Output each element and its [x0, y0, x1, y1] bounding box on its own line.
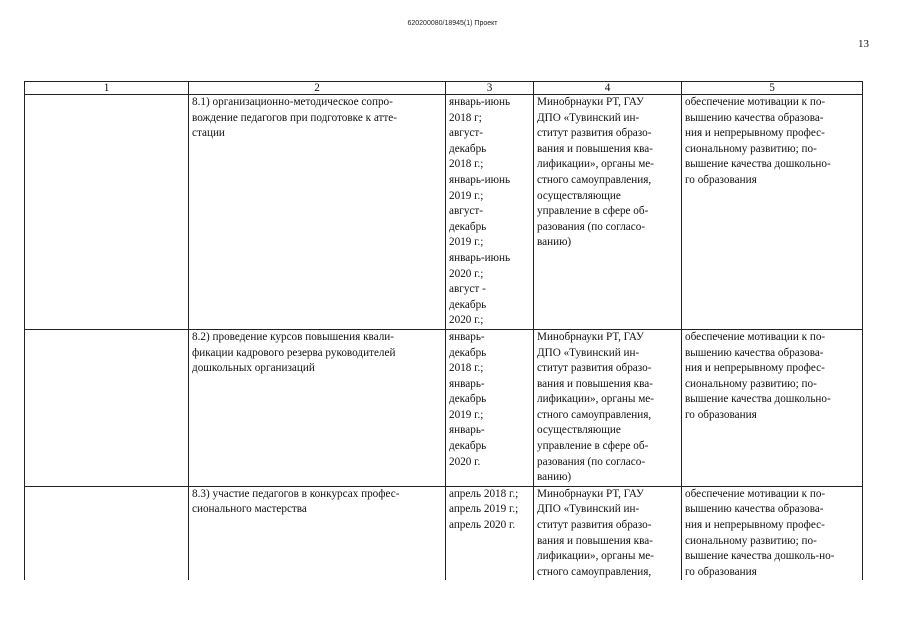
cell-text-line: управление в сфере об-	[537, 440, 649, 453]
cell-text-line: 2018 г.;	[449, 362, 484, 375]
cell-text-line: стации	[192, 127, 225, 140]
cell-text-line: 2019 г.;	[449, 236, 484, 249]
cell-text-line: 2018 г;	[449, 111, 482, 124]
cell-text-line: разования (по согласо-	[537, 220, 646, 233]
cell-text-line: лификации», органы ме-	[537, 393, 654, 406]
cell-text-line: декабрь	[449, 440, 487, 453]
cell-text-line: ститут развития образо-	[537, 127, 652, 140]
cell-text-line: стного самоуправления,	[537, 408, 652, 421]
row-col1-cell	[25, 329, 189, 486]
cell-text-line: вышению качества образова-	[685, 346, 824, 359]
cell-text-line: август-	[449, 205, 484, 218]
cell-text-line: Минобрнауки РТ, ГАУ	[537, 487, 644, 500]
results-cell	[682, 329, 863, 486]
table-row	[25, 329, 863, 486]
cell-text-line: дошкольных организаций	[192, 362, 315, 375]
cell-text-line: вождение педагогов при подготовке к атте-	[192, 111, 397, 124]
cell-text-line: ния и непрерывному профес-	[685, 127, 825, 140]
cell-text-line: лификации», органы ме-	[537, 550, 654, 563]
cell-text-line: сионального мастерства	[192, 503, 307, 516]
cell-text-line: вания и повышения ква-	[537, 534, 653, 547]
activity-cell	[189, 95, 446, 330]
results-cell	[682, 95, 863, 330]
cell-text-line: ванию)	[537, 471, 572, 484]
cell-text-line: вышению качества образова-	[685, 503, 824, 516]
column-header: 3	[446, 82, 534, 95]
cell-text-line: 2020 г.;	[449, 314, 484, 327]
column-header: 5	[682, 82, 863, 95]
cell-text-line: декабрь	[449, 346, 487, 359]
cell-text-line: 2019 г.;	[449, 408, 484, 421]
cell-text-line: обеспечение мотивации к по-	[685, 487, 826, 500]
column-header: 4	[534, 82, 682, 95]
cell-text-line: осуществляющие	[537, 424, 621, 437]
dates-cell	[446, 95, 534, 330]
results-cell	[682, 486, 863, 580]
table-row	[25, 486, 863, 580]
column-header: 2	[189, 82, 446, 95]
cell-text-line: ДПО «Тувинский ин-	[537, 346, 640, 359]
executors-cell	[534, 329, 682, 486]
dates-cell	[446, 486, 534, 580]
cell-text-line: вания и повышения ква-	[537, 377, 653, 390]
cell-text-line: 2019 г.;	[449, 189, 484, 202]
cell-text-line: ститут развития образо-	[537, 362, 652, 375]
plan-table	[24, 81, 863, 580]
column-header: 1	[25, 82, 189, 95]
cell-text-line: апрель 2018 г.;	[449, 487, 519, 500]
cell-text-line: 2020 г.;	[449, 267, 484, 280]
document-code: 620200080/18945(1) Проект	[407, 20, 498, 27]
cell-text-line: разования (по согласо-	[537, 455, 646, 468]
activity-cell	[189, 329, 446, 486]
cell-text-line: го образования	[685, 408, 757, 421]
cell-text-line: декабрь	[449, 220, 487, 233]
table-row	[25, 95, 863, 330]
cell-text-line: осуществляющие	[537, 189, 621, 202]
executors-cell	[534, 95, 682, 330]
cell-text-line: управление в сфере об-	[537, 205, 649, 218]
cell-text-line: август-	[449, 127, 484, 140]
dates-cell	[446, 329, 534, 486]
executors-cell	[534, 486, 682, 580]
cell-text-line: апрель 2019 г.;	[449, 503, 519, 516]
cell-text-line: вания и повышения ква-	[537, 142, 653, 155]
cell-text-line: 8.2) проведение курсов повышения квали-	[192, 330, 395, 343]
cell-text-line: стного самоуправления,	[537, 565, 652, 578]
cell-text-line: обеспечение мотивации к по-	[685, 330, 826, 343]
cell-text-line: го образования	[685, 173, 757, 186]
page-number: 13	[858, 38, 869, 50]
activity-cell	[189, 486, 446, 580]
cell-text-line: 2018 г.;	[449, 158, 484, 171]
cell-text-line: ния и непрерывному профес-	[685, 519, 825, 532]
cell-text-line: 2020 г.	[449, 455, 481, 468]
cell-text-line: вышению качества образова-	[685, 111, 824, 124]
cell-text-line: январь-июнь	[449, 96, 511, 108]
cell-text-line: Минобрнауки РТ, ГАУ	[537, 96, 644, 108]
cell-text-line: ния и непрерывному профес-	[685, 362, 825, 375]
cell-text-line: ДПО «Тувинский ин-	[537, 111, 640, 124]
cell-text-line: ванию)	[537, 236, 572, 249]
cell-text-line: январь-	[449, 424, 485, 437]
cell-text-line: вышение качества дошколь-но-	[685, 550, 835, 563]
cell-text-line: сиональному развитию; по-	[685, 142, 817, 155]
cell-text-line: вышение качества дошкольно-	[685, 158, 831, 171]
cell-text-line: январь-июнь	[449, 173, 511, 186]
cell-text-line: Минобрнауки РТ, ГАУ	[537, 330, 644, 343]
cell-text-line: декабрь	[449, 393, 487, 406]
cell-text-line: 8.1) организационно-методическое сопро-	[192, 96, 393, 108]
cell-text-line: фикации кадрового резерва руководителей	[192, 346, 396, 359]
cell-text-line: январь-июнь	[449, 251, 511, 264]
cell-text-line: август -	[449, 283, 486, 296]
cell-text-line: январь-	[449, 330, 485, 343]
cell-text-line: обеспечение мотивации к по-	[685, 96, 826, 108]
cell-text-line: 8.3) участие педагогов в конкурсах профес-	[192, 487, 400, 500]
cell-text-line: го образования	[685, 565, 757, 578]
cell-text-line: лификации», органы ме-	[537, 158, 654, 171]
cell-text-line: январь-	[449, 377, 485, 390]
cell-text-line: декабрь	[449, 142, 487, 155]
cell-text-line: декабрь	[449, 298, 487, 311]
cell-text-line: сиональному развитию; по-	[685, 377, 817, 390]
row-col1-cell	[25, 486, 189, 580]
cell-text-line: ДПО «Тувинский ин-	[537, 503, 640, 516]
table-header-row	[25, 82, 863, 95]
cell-text-line: апрель 2020 г.	[449, 519, 516, 532]
cell-text-line: сиональному развитию; по-	[685, 534, 817, 547]
cell-text-line: вышение качества дошкольно-	[685, 393, 831, 406]
cell-text-line: ститут развития образо-	[537, 519, 652, 532]
row-col1-cell	[25, 95, 189, 330]
cell-text-line: стного самоуправления,	[537, 173, 652, 186]
